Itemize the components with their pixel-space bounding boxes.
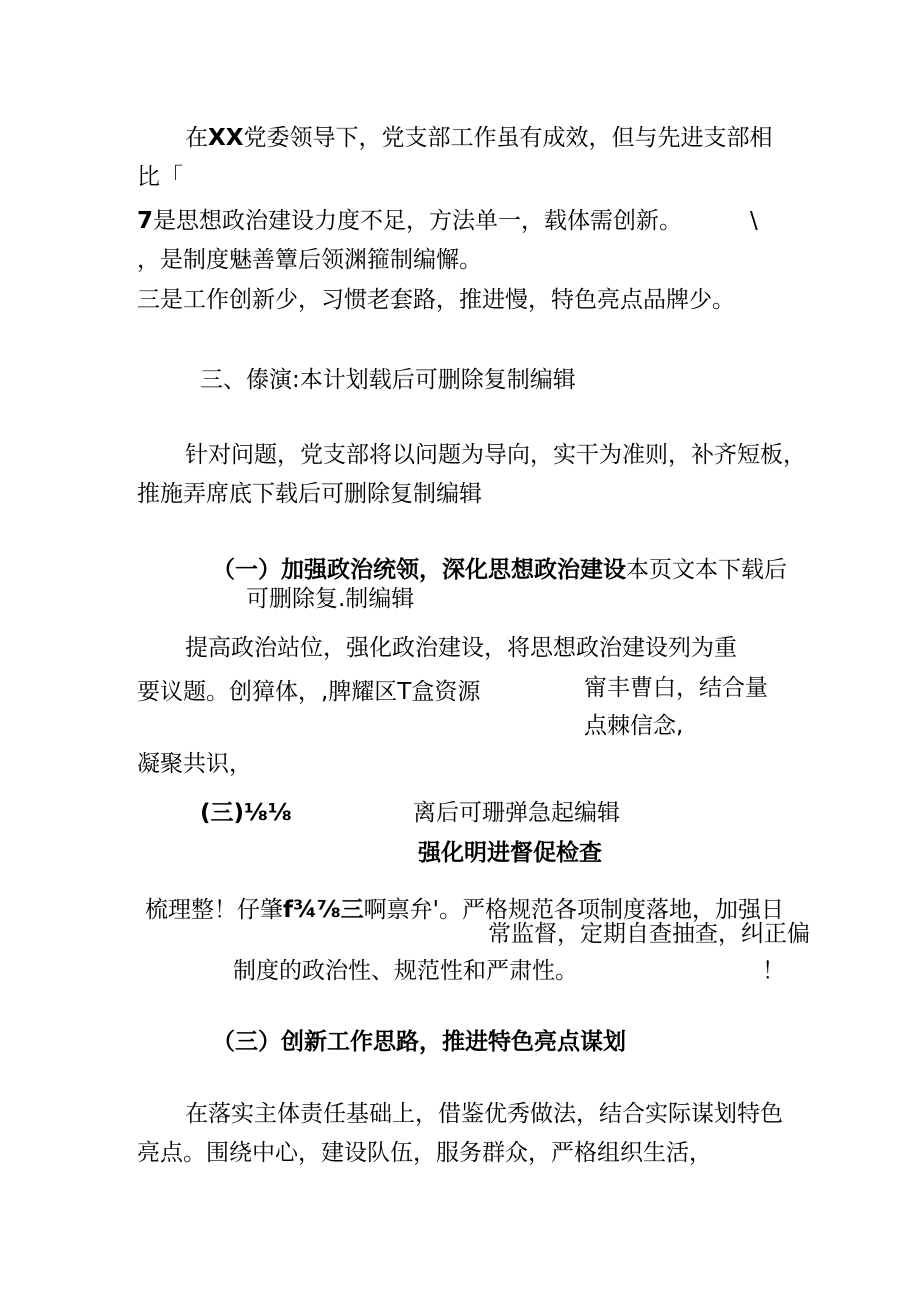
subsection-3-heading: （三）创新工作思路，推进特色亮点谋划 [212,1029,626,1055]
paragraph-1-line-1: 在XX党委领导下，党支部工作虽有成效，但与先进支部相 [185,125,773,151]
paragraph-3-line-2-right: 甯丰曹白，结合量 [584,675,768,701]
paragraph-3-line-2-left: 要议题。创獐体，,脾耀区T盒资源 [137,679,481,705]
section-3-heading: 三、傣演:本计划载后可删除复制编辑 [200,367,576,393]
paragraph-1-line-2: 比「 [137,164,183,190]
paragraph-2-line-2: 推施弄席底下载后可删除复制编辑 [137,481,482,507]
subsection-2-heading-right: 离后可珊弹急起编辑 [413,800,620,826]
cut-off-text-line: 强化明进督促检查 [418,840,602,866]
stray-mark-backslash: \ [750,208,758,234]
subsection-1-heading-line-2: 可删除复.制编辑 [246,586,415,612]
paragraph-3-line-1: 提高政治站位，强化政治建设，将思想政治建设列为重 [185,635,737,661]
paragraph-5-line-2: 亮点。围绕中心，建设队伍，服务群众，严格组织生活， [137,1140,712,1166]
paragraph-4-line-2: 常监督，定期自查抽查，纠正偏 [488,921,810,947]
paragraph-4-line-1: 梳理整！仔肇f¾⅞三啊禀弁'。严格规范各项制度落地，加强日 [145,897,784,923]
paragraph-4-line-3: 制度的政治性、规范性和严肃性。 [233,958,578,984]
subsection-2-heading-left: (三)⅛⅛ [200,800,292,826]
paragraph-2-line-1: 针对问题，党支部将以问题为导向，实干为准则，补齐短板， [185,442,806,468]
paragraph-1-line-4: ，是制度魅善簟后领渊箍制编懈。 [137,247,482,273]
paragraph-3-line-3-right: 点棘信念, [584,713,684,739]
paragraph-3-line-4: 凝聚共识， [137,751,252,777]
paragraph-5-line-1: 在落实主体责任基础上，借鉴优秀做法，结合实际谋划特色 [185,1101,783,1127]
stray-mark-exclamation: ！ [762,958,785,984]
subsection-1-heading: （一）加强政治统领，深化思想政治建设本页文本下载后 [212,557,787,583]
paragraph-1-line-3: 7是思想政治建设力度不足，方法单一，载体需创新。 [137,208,683,234]
paragraph-1-line-5: 三是工作创新少，习惯老套路，推进慢，特色亮点品牌少。 [137,287,735,313]
